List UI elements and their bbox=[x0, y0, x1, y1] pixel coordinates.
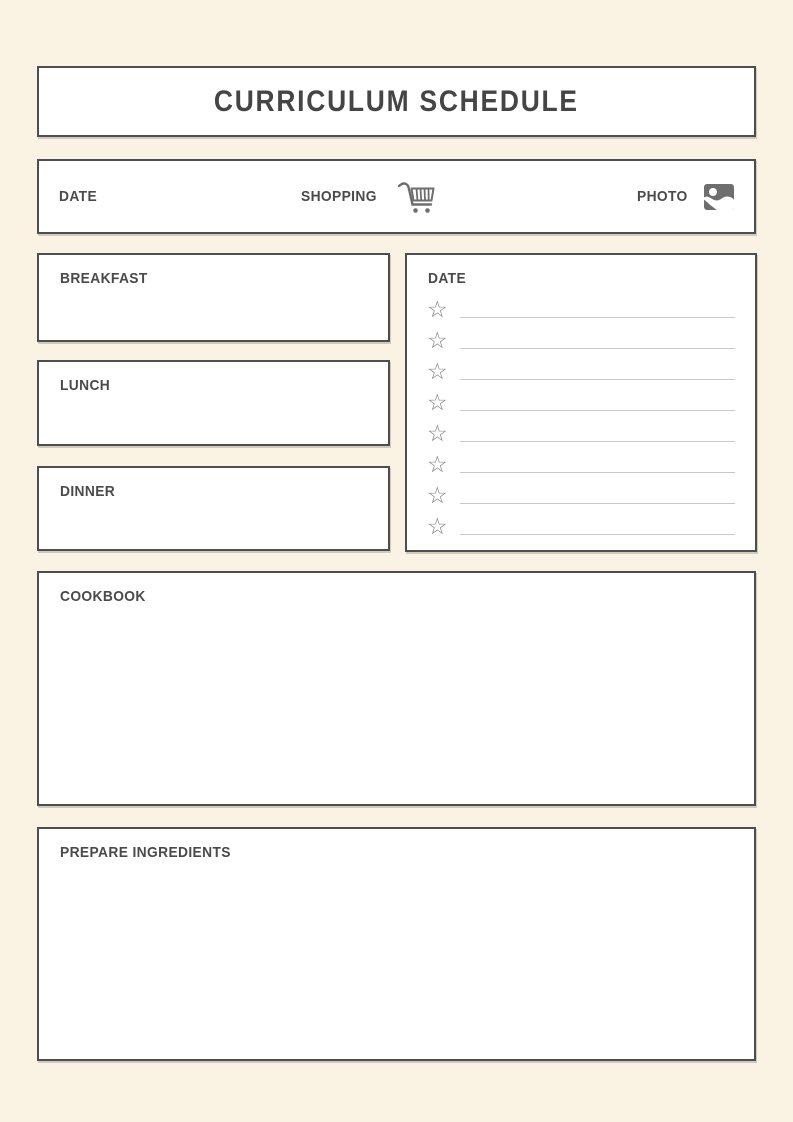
star-icon: ☆ bbox=[427, 514, 448, 540]
date-list-panel bbox=[405, 253, 757, 552]
date-entry-line[interactable] bbox=[460, 471, 735, 473]
star-icon: ☆ bbox=[427, 421, 448, 447]
date-entry-line[interactable] bbox=[460, 409, 735, 411]
date-entry-row bbox=[427, 322, 735, 353]
star-icon: ☆ bbox=[427, 359, 448, 385]
photo-icon bbox=[704, 184, 734, 210]
photo-group bbox=[637, 184, 734, 210]
date-entry-row bbox=[427, 477, 735, 508]
shopping-cart-icon bbox=[396, 179, 436, 215]
star-icon: ☆ bbox=[427, 390, 448, 416]
lunch-notes-area[interactable] bbox=[43, 402, 384, 440]
date-entry-list bbox=[427, 291, 735, 539]
shopping-label: SHOPPING bbox=[301, 188, 378, 205]
star-icon: ☆ bbox=[427, 483, 448, 509]
date-list-label: DATE bbox=[428, 270, 467, 287]
breakfast-notes-area[interactable] bbox=[43, 295, 384, 336]
page-title: CURRICULUM SCHEDULE bbox=[214, 84, 579, 118]
date-entry-line[interactable] bbox=[460, 502, 735, 504]
date-entry-row bbox=[427, 446, 735, 477]
photo-label: PHOTO bbox=[636, 188, 688, 205]
prepare-ingredients-label: PREPARE INGREDIENTS bbox=[60, 844, 231, 861]
prepare-ingredients-notes-area[interactable] bbox=[43, 869, 750, 1055]
breakfast-panel bbox=[37, 253, 390, 342]
cookbook-panel bbox=[37, 571, 756, 806]
shopping-group bbox=[301, 179, 435, 215]
date-entry-row bbox=[427, 508, 735, 539]
lunch-panel bbox=[37, 360, 390, 446]
date-entry-line[interactable] bbox=[460, 440, 735, 442]
date-entry-row bbox=[427, 291, 735, 322]
date-field-label: DATE bbox=[59, 188, 98, 205]
date-entry-line[interactable] bbox=[460, 378, 735, 380]
dinner-panel bbox=[37, 466, 390, 551]
star-icon: ☆ bbox=[427, 297, 448, 323]
breakfast-label: BREAKFAST bbox=[60, 270, 148, 287]
date-entry-row bbox=[427, 384, 735, 415]
date-entry-line[interactable] bbox=[460, 316, 735, 318]
info-panel bbox=[37, 159, 756, 234]
date-entry-line[interactable] bbox=[460, 533, 735, 535]
dinner-label: DINNER bbox=[60, 483, 116, 500]
dinner-notes-area[interactable] bbox=[43, 508, 384, 545]
star-icon: ☆ bbox=[427, 328, 448, 354]
title-panel bbox=[37, 66, 756, 137]
star-icon: ☆ bbox=[427, 452, 448, 478]
cookbook-notes-area[interactable] bbox=[43, 613, 750, 800]
cookbook-label: COOKBOOK bbox=[60, 588, 146, 605]
date-entry-row bbox=[427, 415, 735, 446]
prepare-ingredients-panel bbox=[37, 827, 756, 1061]
date-entry-line[interactable] bbox=[460, 347, 735, 349]
date-entry-row bbox=[427, 353, 735, 384]
lunch-label: LUNCH bbox=[60, 377, 111, 394]
